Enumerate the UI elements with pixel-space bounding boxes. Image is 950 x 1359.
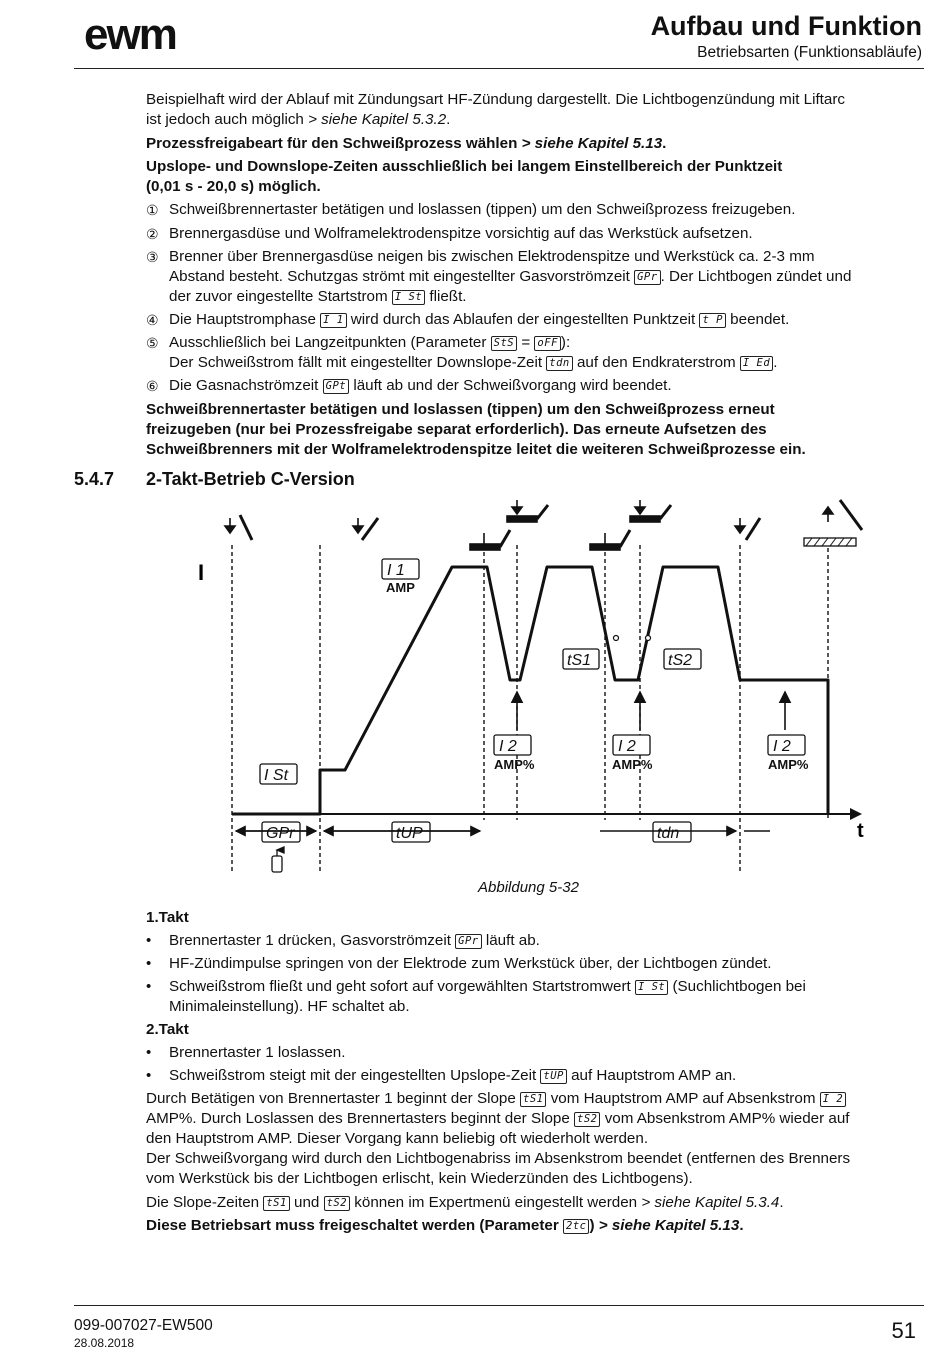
i2-display-icon: [613, 735, 650, 755]
svg-text:tUP: tUP: [396, 825, 423, 842]
current-curve: [232, 567, 828, 814]
intro-line-2: ist jedoch auch möglich > siehe Kapitel 5.3.2.: [146, 111, 451, 128]
i1-display-icon: [382, 559, 419, 579]
phase-divider-lines: [232, 545, 828, 872]
svg-text:tS1: tS1: [567, 652, 592, 669]
doc-date: 28.08.2018: [74, 1336, 135, 1350]
ist-display-icon: I St: [392, 290, 425, 305]
footer-divider: [74, 1305, 924, 1306]
bold-note-line-3: Schweißbrenners mit der Wolframelektrodenspitze leitet die weiteren Schweißprozesse ein.: [146, 441, 806, 458]
ist-display-icon: I St: [635, 980, 668, 995]
takt-1-item-2: HF-Zündimpulse springen von der Elektrode zum Werkstück über, der Lichtbogen zündet.: [169, 955, 772, 972]
gas-bottle-icon: [272, 847, 284, 872]
amp-percent-label: AMP%: [768, 757, 809, 772]
step-3-line-2: Abstand besteht. Schutzgas strömt mit eingestellter Gasvorströmzeit GPr . Der Lichtbogen zündet und: [169, 268, 852, 285]
svg-text:I 1: I 1: [387, 562, 405, 579]
ts2-display-icon: tS2: [574, 1112, 600, 1127]
y-axis-label: I: [198, 560, 205, 585]
section-number: 5.4.7: [74, 469, 115, 489]
closing-line-4: Der Schweißvorgang wird durch den Lichtbogenabriss im Absenkstrom beendet (entfernen des Brenners: [146, 1150, 851, 1167]
takt-2-item-1: Brennertaster 1 loslassen.: [169, 1044, 346, 1061]
slope-note-1: Upslope- und Downslope-Zeiten ausschließlich bei langem Einstellbereich der Punktzeit: [146, 158, 783, 175]
torch-icon: [630, 500, 671, 522]
ied-display-icon: I Ed: [740, 356, 773, 371]
torch-icon: [507, 500, 548, 522]
ts1-display-icon: tS1: [520, 1092, 546, 1107]
step-4: Die Hauptstromphase I 1 wird durch das Ablaufen der eingestellten Punktzeit t P beendet.: [169, 311, 790, 328]
page-subtitle: Betriebsarten (Funktionsabläufe): [697, 44, 922, 61]
tp-display-icon: t P: [699, 313, 725, 328]
svg-text:I 2: I 2: [618, 738, 636, 755]
takt-1-heading: 1.Takt: [146, 909, 189, 926]
step-6: Die Gasnachströmzeit GPt läuft ab und der Schweißvorgang wird beendet.: [169, 377, 672, 394]
svg-text:I 2: I 2: [499, 738, 517, 755]
gpr-display-icon: GPr: [455, 934, 481, 949]
header-divider: [74, 68, 924, 69]
closing-line-5: vom Werkstück bis der Lichtbogen erlischt, kein Wiederzünden des Lichtbogens).: [146, 1170, 693, 1187]
intro-line-1: Beispielhaft wird der Ablauf mit Zündungsart HF-Zündung dargestellt. Die Lichtbogenzündung mit Liftarc: [146, 91, 846, 108]
torch-icon: [823, 500, 862, 530]
chapter-reference-link[interactable]: > siehe Kapitel 5.13: [598, 1217, 740, 1234]
low-current-arrows: [517, 692, 785, 730]
svg-text:GPr: GPr: [266, 825, 295, 842]
ts1-display-icon: tS1: [263, 1196, 289, 1211]
svg-text:I St: I St: [264, 767, 289, 784]
chapter-reference-link[interactable]: > siehe Kapitel 5.3.4: [641, 1194, 780, 1211]
torch-icon: [735, 518, 760, 540]
bullet-icon: •: [146, 978, 152, 995]
gpr-display-icon: [262, 822, 300, 842]
workpiece-icon: [804, 538, 856, 546]
torch-icon: [470, 530, 510, 550]
page-title: Aufbau und Funktion: [650, 11, 922, 41]
i2-display-icon: [494, 735, 531, 755]
tdn-display-icon: tdn: [546, 356, 572, 371]
doc-id: 099-007027-EW500: [74, 1317, 213, 1334]
x-axis-label: t: [857, 820, 864, 842]
slope-note-2: (0,01 s - 20,0 s) möglich.: [146, 178, 321, 195]
step-number: ⑤: [146, 335, 159, 351]
gpt-display-icon: GPt: [323, 379, 349, 394]
takt-1-item-1: Brennertaster 1 drücken, Gasvorströmzeit GPr läuft ab.: [169, 932, 540, 949]
closing-line-6: Die Slope-Zeiten tS1 und tS2 können im Expertmenü eingestellt werden > siehe Kapitel 5.3.4.: [146, 1194, 784, 1211]
amp-label: AMP: [386, 580, 415, 595]
closing-line-7: Diese Betriebsart muss freigeschaltet werden (Parameter 2tc ) > siehe Kapitel 5.13.: [146, 1217, 744, 1234]
step-5-line-2: Der Schweißstrom fällt mit eingestellter Downslope-Zeit tdn auf den Endkraterstrom I Ed .: [169, 354, 778, 371]
i2-display-icon: I 2: [820, 1092, 846, 1107]
torch-icon: [590, 530, 630, 550]
axes: [198, 560, 864, 842]
ts2-display-icon: [664, 649, 701, 669]
bold-note-line-2: freizugeben (nur bei Prozessfreigabe separat erforderlich). Das erneute Aufsetzen des: [146, 421, 767, 438]
torch-icon: [225, 515, 252, 540]
step-1: Schweißbrennertaster betätigen und loslassen (tippen) um den Schweißprozess freizugeben.: [169, 201, 796, 218]
step-3-line-1: Brenner über Brennergasdüse neigen bis zwischen Elektrodenspitze und Werkstück ca. 2-3 mm: [169, 248, 815, 265]
step-2: Brennergasdüse und Wolframelektrodenspitze vorsichtig auf das Werkstück aufsetzen.: [169, 225, 753, 242]
bold-note-line-1: Schweißbrennertaster betätigen und loslassen (tippen) um den Schweißprozess erneut: [146, 401, 775, 418]
step-3-line-3: der zuvor eingestellte Startstrom I St fließt.: [169, 288, 467, 305]
step-5-line-1: Ausschließlich bei Langzeitpunkten (Parameter StS = oFF ):: [169, 334, 571, 351]
svg-text:tdn: tdn: [657, 825, 680, 842]
chapter-reference-link[interactable]: > siehe Kapitel 5.3.2: [308, 111, 447, 128]
i2-display-icon: [768, 735, 805, 755]
off-display-icon: oFF: [534, 336, 560, 351]
tup-display-icon: tUP: [540, 1069, 566, 1084]
release-note: Prozessfreigabeart für den Schweißprozess wählen > siehe Kapitel 5.13.: [146, 135, 667, 152]
closing-line-2: AMP%. Durch Loslassen des Brennertasters beginnt der Slope tS2 vom Absenkstrom AMP% wieder auf: [146, 1110, 850, 1127]
takt-1-item-3-cont: Minimaleinstellung). HF schaltet ab.: [169, 998, 410, 1015]
closing-line-3: den Hauptstrom AMP. Dieser Vorgang kann beliebig oft wiederholt werden.: [146, 1130, 649, 1147]
page-number: 51: [891, 1318, 916, 1343]
tdn-display-icon: [653, 822, 691, 842]
step-number: ①: [146, 202, 159, 218]
bullet-icon: •: [146, 932, 152, 949]
takt-2-item-2: Schweißstrom steigt mit der eingestellten Upslope-Zeit tUP auf Hauptstrom AMP an.: [169, 1067, 737, 1084]
sts-display-icon: StS: [491, 336, 517, 351]
ts2-display-icon: tS2: [324, 1196, 350, 1211]
amp-percent-label: AMP%: [494, 757, 535, 772]
step-number: ②: [146, 226, 159, 242]
takt-2-heading: 2.Takt: [146, 1021, 189, 1038]
bullet-icon: •: [146, 1044, 152, 1061]
takt-1-item-3: Schweißstrom fließt und geht sofort auf vorgewählten Startstromwert I St (Suchlichtbogen bei: [169, 978, 806, 995]
torch-icon: [353, 518, 378, 540]
bullet-icon: •: [146, 1067, 152, 1084]
svg-text:I 2: I 2: [773, 738, 791, 755]
amp-percent-label: AMP%: [612, 757, 653, 772]
step-number: ③: [146, 249, 159, 265]
tup-display-icon: [392, 822, 430, 842]
figure-caption: Abbildung 5-32: [478, 879, 579, 896]
svg-text:tS2: tS2: [668, 652, 693, 669]
step-number: ⑥: [146, 378, 159, 394]
logo: ewm: [84, 10, 176, 59]
2tc-display-icon: 2tc: [563, 1219, 589, 1234]
gpr-display-icon: GPr: [634, 270, 660, 285]
process-diagram: [0, 490, 950, 910]
ist-display-icon: [260, 764, 297, 784]
ts1-display-icon: [563, 649, 599, 669]
step-number: ④: [146, 312, 159, 328]
closing-line-1: Durch Betätigen von Brennertaster 1 beginnt der Slope tS1 vom Hauptstrom AMP auf Absenkstrom I 2: [146, 1089, 846, 1109]
section-title: 2-Takt-Betrieb C-Version: [146, 469, 355, 489]
i1-display-icon: I 1: [320, 313, 346, 328]
chapter-reference-link[interactable]: > siehe Kapitel 5.13: [521, 135, 663, 152]
bullet-icon: •: [146, 955, 152, 972]
